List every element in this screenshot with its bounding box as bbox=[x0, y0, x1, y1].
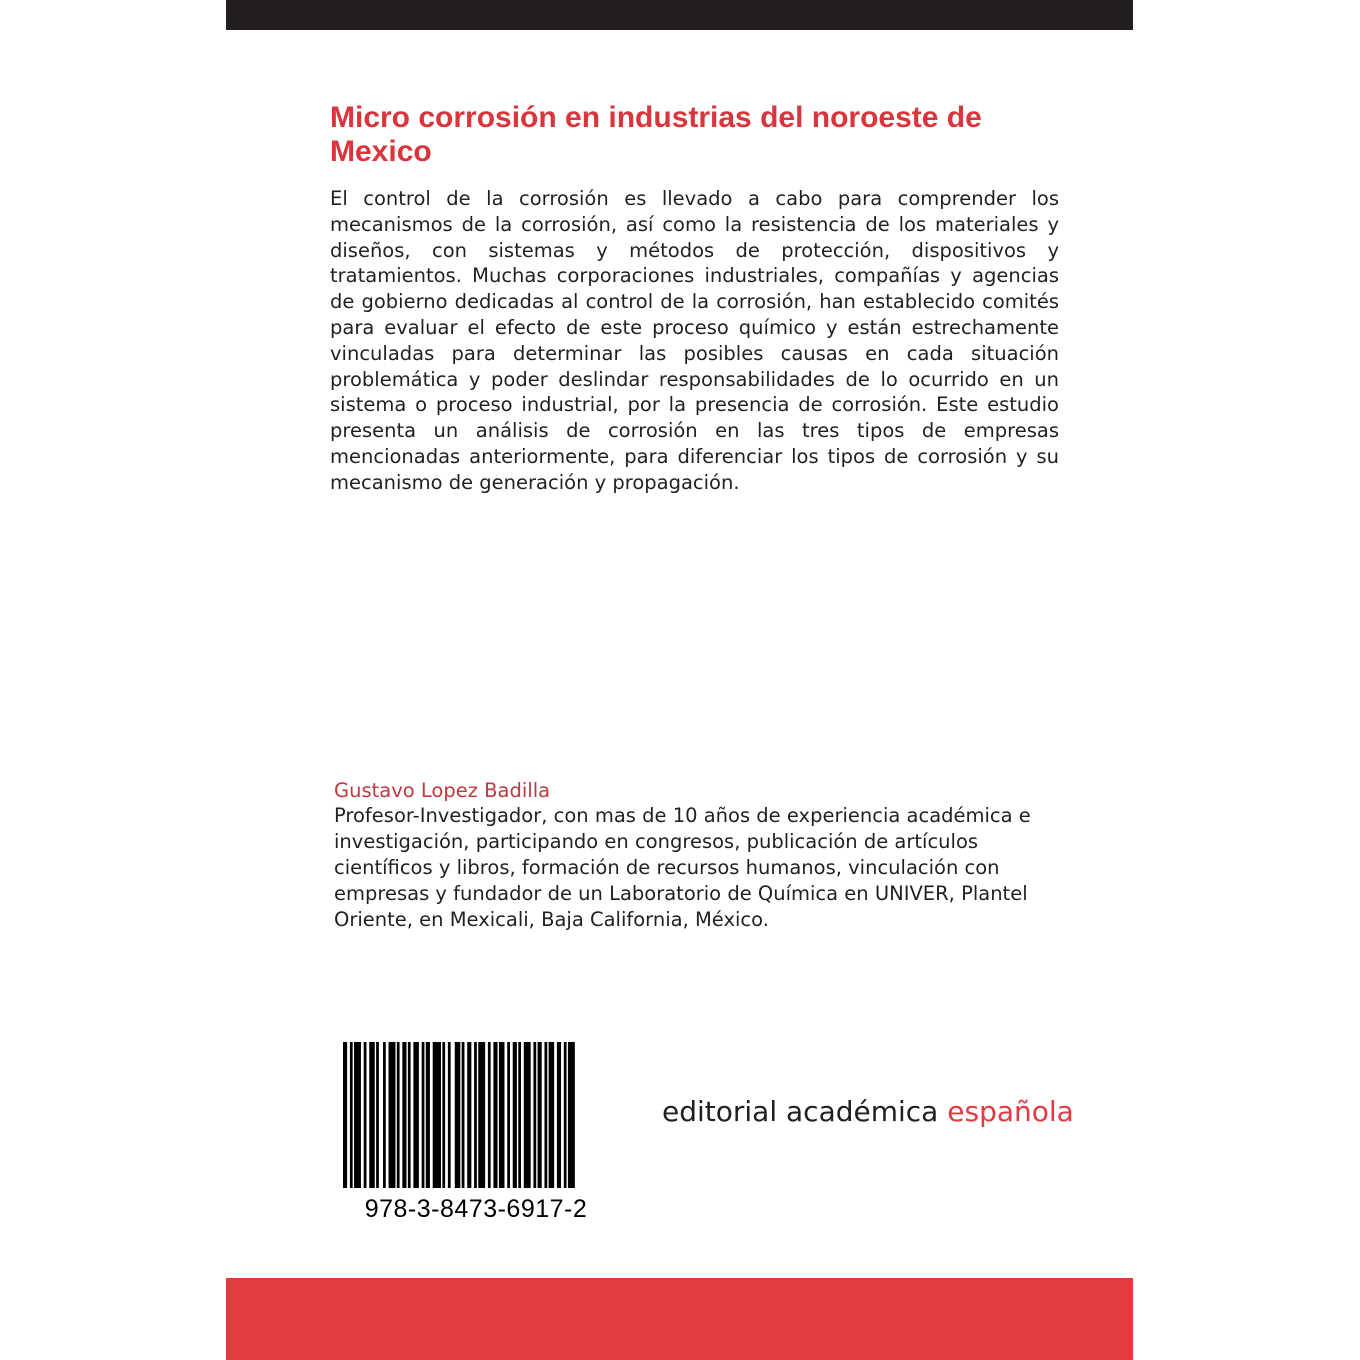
barcode-bar bbox=[364, 1042, 367, 1188]
barcode-bar bbox=[354, 1042, 361, 1188]
isbn-number: 978-3-8473-6917-2 bbox=[364, 1195, 588, 1223]
barcode-bar bbox=[538, 1042, 542, 1188]
barcode-bar bbox=[369, 1042, 375, 1188]
barcode-bar bbox=[462, 1042, 465, 1188]
barcode-bar bbox=[448, 1042, 451, 1188]
barcode-bar bbox=[544, 1042, 547, 1188]
barcode-bar bbox=[557, 1042, 561, 1188]
book-title: Micro corrosión en industrias del noroeste de Mexico bbox=[330, 101, 982, 168]
barcode-bar bbox=[568, 1042, 575, 1188]
isbn-barcode bbox=[343, 1042, 608, 1188]
barcode-bar bbox=[426, 1042, 430, 1188]
barcode-bar bbox=[343, 1042, 347, 1188]
barcode-bar bbox=[455, 1042, 461, 1188]
barcode-bar bbox=[376, 1042, 379, 1188]
barcode-bar bbox=[383, 1042, 386, 1188]
barcode-bar bbox=[549, 1042, 555, 1188]
author-bio: Profesor-Investigador, con mas de 10 años de experiencia académica e investigación, participando en congresos, publicación de artículos científicos y libros, formación de recursos humanos, vinculación con empresas y fundador de un Laboratorio de Química en UNIVER, Plantel Oriente, en Mexicali, Baja California, México. bbox=[334, 804, 1031, 931]
barcode-bar bbox=[478, 1042, 485, 1188]
barcode-bar bbox=[402, 1042, 406, 1188]
barcode-bar bbox=[564, 1042, 567, 1188]
barcode-bar bbox=[350, 1042, 353, 1188]
barcode-bar bbox=[442, 1042, 445, 1188]
book-description: El control de la corrosión es llevado a cabo para comprender los mecanismos de la corrosión, así como la resistencia de los materiales y diseños, con sistemas y métodos de protección, dispositivos y tratamientos. Muchas corporaciones industriales, compañías y agencias de gobierno dedicadas al control de la corrosión, han establecido comités para evaluar el efecto de este proceso químico y están estrechamente vinculadas para determinar las posibles causas en cada situación problemática y poder deslindar responsabilidades de lo ocurrido en un sistema o proceso industrial, por la presencia de corrosión. Este estudio presenta un análisis de corrosión en las tres tipos de empresas mencionadas anteriormente, para diferenciar los tipos de corrosión y su mecanismo de generación y propagación. bbox=[330, 187, 1059, 494]
barcode-bar bbox=[524, 1042, 531, 1188]
barcode-bar bbox=[422, 1042, 425, 1188]
author-name: Gustavo Lopez Badilla bbox=[334, 779, 551, 802]
publisher-name-accent: española bbox=[947, 1095, 1074, 1128]
bottom-color-bar bbox=[226, 1278, 1133, 1360]
barcode-bar bbox=[493, 1042, 497, 1188]
barcode-bar bbox=[433, 1042, 441, 1188]
barcode-bar bbox=[467, 1042, 471, 1188]
barcode-bar bbox=[518, 1042, 521, 1188]
barcode-bar bbox=[474, 1042, 477, 1188]
barcode-bar bbox=[389, 1042, 396, 1188]
barcode-bar bbox=[499, 1042, 505, 1188]
top-color-bar bbox=[226, 0, 1133, 30]
barcode-bar bbox=[507, 1042, 510, 1188]
barcode-bar bbox=[488, 1042, 491, 1188]
barcode-bar bbox=[408, 1042, 411, 1188]
barcode-bar bbox=[533, 1042, 536, 1188]
barcode-bar bbox=[413, 1042, 419, 1188]
publisher-name-main: editorial académica bbox=[662, 1095, 939, 1128]
barcode-bar bbox=[513, 1042, 517, 1188]
book-back-cover bbox=[226, 0, 1133, 1360]
barcode-bar bbox=[397, 1042, 400, 1188]
publisher-logo bbox=[662, 1094, 1074, 1130]
